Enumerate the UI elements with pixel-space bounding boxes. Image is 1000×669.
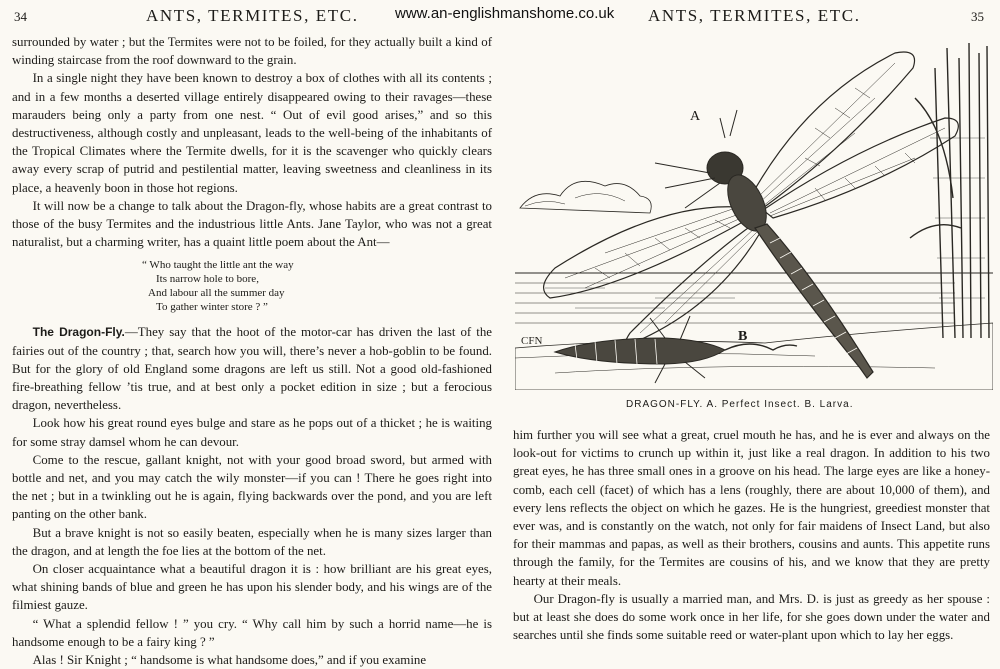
figure-caption: DRAGON-FLY. A. Perfect Insect. B. Larva. bbox=[626, 399, 854, 410]
paragraph: —They say that the hoot of the motor-car has driven the last of the fairies out of the country ; that, search how you will, there’s never a hob-goblin to be found. But for the glory of old England some dragons are left us still. Not a good old-fashioned fire-breathing fellow ’tis true, and at best only a pocket edition in size ; but a ferocious dragon, nevertheless. bbox=[12, 325, 492, 413]
poem-line: To gather winter store ? ” bbox=[156, 301, 268, 314]
left-page-number: 34 bbox=[14, 9, 27, 24]
poem-line: Its narrow hole to bore, bbox=[156, 273, 259, 286]
figure-label-a: A bbox=[690, 109, 701, 124]
poem-line: And labour all the summer day bbox=[148, 287, 285, 300]
paragraph: Alas ! Sir Knight ; “ handsome is what handsome does,” and if you examine bbox=[32, 653, 427, 668]
paragraph: “ What a splendid fellow ! ” you cry. “ Why call him by such a horrid name—he is handsome enough to be a fairy king ? ” bbox=[12, 616, 492, 649]
paragraph: Our Dragon-fly is usually a married man, and Mrs. D. is just as greedy as her spouse : but at least she does do some work once in her life, for she goes down under the water and searches until she finds some suitable reed or water-plant upon which to lay her eggs. bbox=[513, 591, 990, 643]
paragraph: him further you will see what a great, cruel mouth he has, and he is ever and always on the look-out for victims to crunch up within it, just like a real dragon. In addition to his two great eyes, he has three small ones in a groove on his head. The large eyes are like a honey-comb, each cell (facet) of which has a lens (roughly, there are about 10,000 of them), and every lens reflects the object on which he gazes. He is the hungriest, greediest monster that ever was, and is constantly on the watch, not only for fair maidens of Insect Land, but also for their mammas and papas, as well as their brothers, cousins and aunts. This appetite runs through the family, for the Termites are cousins of his, and we know that they are pretty hearty at their meals. bbox=[513, 428, 990, 588]
paragraph: It will now be a change to talk about the Dragon-fly, whose habits are a great contrast to those of the busy Termites and the industrious little Ants. Jane Taylor, who was not a great naturalist, but a charming writer, has a quaint little poem about the Ant— bbox=[12, 198, 492, 250]
poem-line: “ Who taught the little ant the way bbox=[142, 259, 294, 272]
section-title: The Dragon-Fly. bbox=[32, 325, 125, 340]
paragraph: In a single night they have been known to destroy a box of clothes with all its contents ; and in a few months a deserted village entirely disappeared owing to their ravages—these marauders being only a party from one nest. “ Out of evil good arises,” and so this destructiveness, although costly and unpleasant, leads to the well-being of the inhabitants of the Tropical Climates where the Termite dwells, for it is the scavenger who quickly clears away every scrap of putrid and pestilential matter, leaving sweetness and cleanliness in its place, a heavenly boon in those hot regions. bbox=[12, 71, 492, 195]
paragraph: On closer acquaintance what a beautiful dragon it is : how brilliant are his great eyes, what shining bands of blue and green he has upon his slender body, and his wings are of the filmiest gauze. bbox=[12, 562, 492, 613]
dragonfly-illustration bbox=[515, 38, 993, 390]
paragraph: But a brave knight is not so easily beaten, especially when he is many sizes larger than the dragon, and at length the foe lies at the bottom of the net. bbox=[12, 525, 492, 558]
paragraph: surrounded by water ; but the Termites were not to be foiled, for they actually built a kind of winding staircase from the roof downward to the grain. bbox=[12, 35, 492, 68]
artist-monogram: CFN bbox=[521, 335, 543, 347]
right-text-column bbox=[513, 426, 990, 644]
poem-quote bbox=[142, 258, 492, 314]
paragraph: Look how his great round eyes bulge and stare as he pops out of a thicket ; he is waiting for some stray damsel whom he can devour. bbox=[12, 416, 492, 449]
right-running-title: ANTS, TERMITES, ETC. bbox=[648, 6, 861, 25]
figure-label-b: B bbox=[738, 329, 748, 344]
website-watermark: www.an-englishmanshome.co.uk bbox=[395, 5, 615, 22]
dragonfly-engraving bbox=[515, 38, 993, 390]
left-text-column bbox=[12, 33, 492, 669]
left-running-title: ANTS, TERMITES, ETC. bbox=[146, 6, 359, 25]
paragraph: Come to the rescue, gallant knight, not with your good broad sword, but armed with bottle and net, and you may catch the wily monster—if you can ! There he goes right into the net ; but in a twinkling out he is again, flying backwards over the pond, and you are left panting on the other bank. bbox=[12, 452, 492, 522]
right-page-number: 35 bbox=[971, 9, 984, 24]
